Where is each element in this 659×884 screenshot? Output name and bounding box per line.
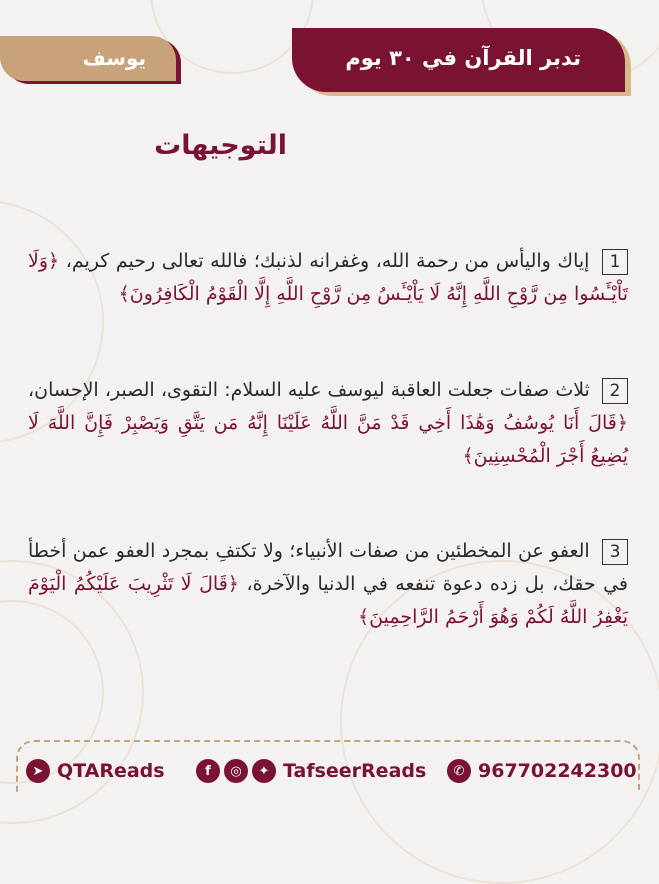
whatsapp-contact[interactable] [447, 757, 637, 785]
item-text: إياك واليأس من رحمة الله، وغفرانه لذنبك؛ فالله تعالى رحيم كريم، [59, 250, 590, 272]
series-title-banner [292, 28, 625, 92]
series-title: تدبر القرآن في ٣٠ يوم [345, 46, 581, 70]
item-quote: ﴿وَلَا تَاْيْـَٔسُوا مِن رَّوْحِ اللَّهِ إِنَّهُ لَا يَاْيْـَٔسُ مِن رَّوْحِ اللَّهِ إِلَّا الْقَوْمُ الْكَافِرُونَ﴾ [28, 250, 628, 305]
item-number: 2 [602, 378, 628, 404]
twitter-icon: ✦ [252, 759, 276, 783]
facebook-icon: f [196, 759, 220, 783]
item-quote: ﴿قَالَ أَنَا يُوسُفُ وَهَٰذَا أَخِي قَدْ مَنَّ اللَّهُ عَلَيْنَا إِنَّهُ مَن يَتَّقِ وَيَصْبِرْ فَإِنَّ اللَّهَ لَا يُضِيعُ أَجْرَ الْمُحْسِنِينَ﴾ [28, 412, 628, 467]
item-number: 1 [602, 249, 628, 275]
telegram-contact[interactable] [26, 757, 165, 785]
item-quote: ﴿قَالَ لَا تَثْرِيبَ عَلَيْكُمُ الْيَوْمَ يَغْفِرُ اللَّهُ لَكُمْ وَهُوَ أَرْحَمُ الرَّاحِمِينَ﴾ [28, 573, 628, 628]
surah-name: يوسف [82, 46, 146, 70]
guidance-item [28, 535, 628, 634]
item-text: العفو عن المخطئين من صفات الأنبياء؛ ولا تكتفِ بمجرد العفو عمن أخطأ في حقك، بل زده دعوة تنفعه في الدنيا والآخرة، [28, 540, 628, 595]
social-handle: TafseerReads [283, 760, 427, 782]
guidance-item [28, 245, 628, 311]
item-text: ثلاث صفات جعلت العاقبة ليوسف عليه السلام: التقوى، الصبر، الإحسان، [28, 379, 590, 401]
whatsapp-number: 967702242300 [478, 760, 637, 782]
telegram-handle: QTAReads [57, 760, 165, 782]
guidance-item [28, 374, 628, 473]
instagram-icon: ◎ [224, 759, 248, 783]
whatsapp-icon: ✆ [447, 759, 471, 783]
surah-tab [0, 36, 176, 81]
telegram-icon: ➤ [26, 759, 50, 783]
social-contact[interactable] [196, 757, 426, 785]
page-heading: التوجيهات [154, 130, 287, 161]
item-number: 3 [602, 539, 628, 565]
